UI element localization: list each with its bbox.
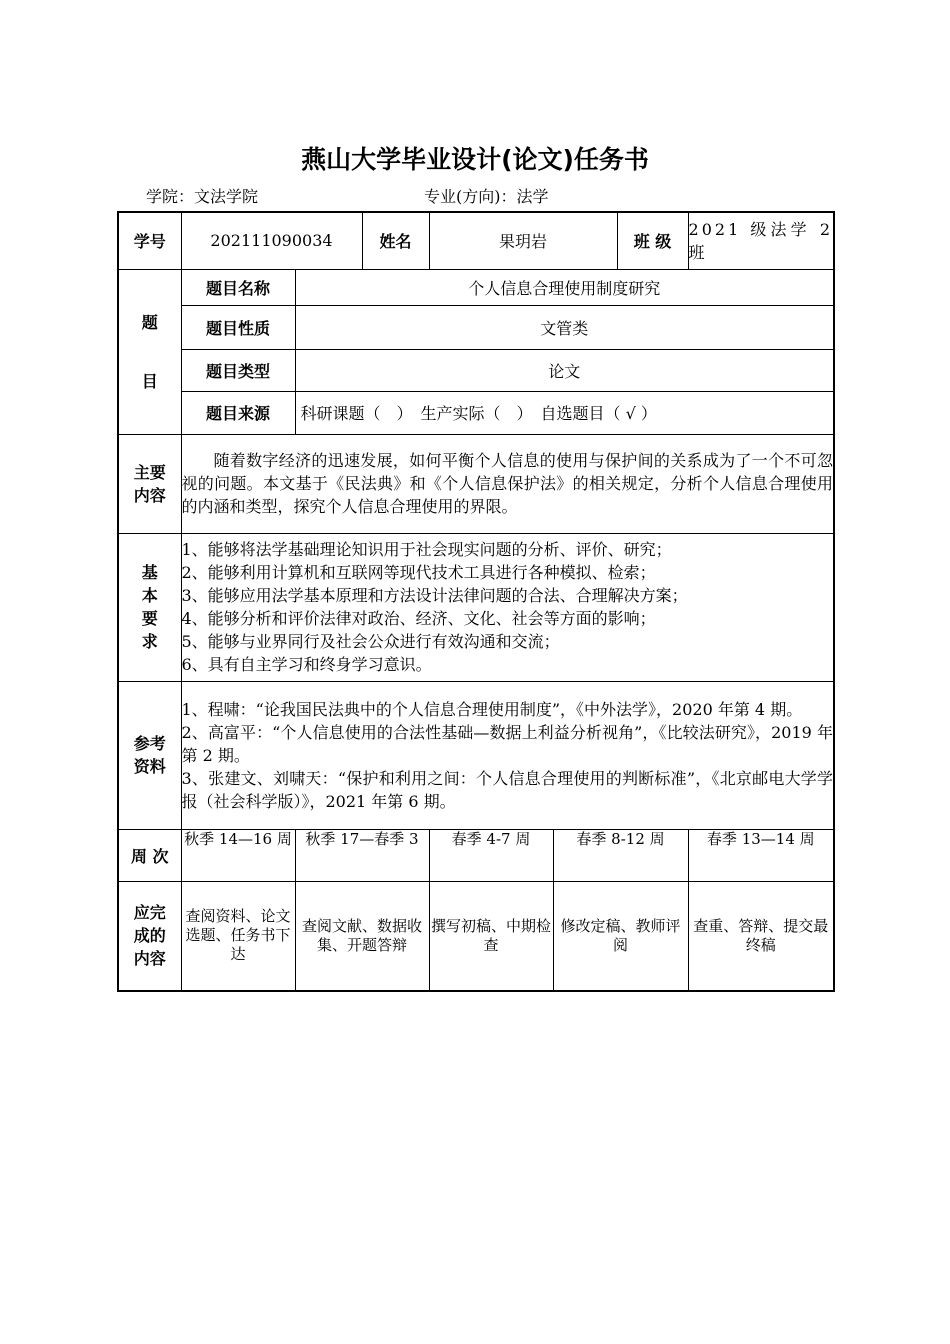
requirement-item: 6、具有自主学习和终身学习意识。: [181, 655, 432, 674]
week-cell: 秋季 17—春季 3: [295, 829, 429, 881]
topic-source-row: [118, 391, 834, 434]
topic-type-label: 题目类型: [181, 349, 295, 391]
topic-section-label-1: 题: [141, 312, 158, 332]
student-name-value: 果玥岩: [429, 212, 617, 269]
week-cell: 春季 8-12 周: [553, 829, 688, 881]
reference-item: 1、程啸：“论我国民法典中的个人信息合理使用制度”，《中外法学》，2020 年第 4 期。: [181, 699, 803, 719]
topic-section-label-2: 目: [141, 371, 158, 391]
task-cell: 查重、答辩、提交最终稿: [688, 881, 834, 991]
reference-item: 2、高富平：“个人信息使用的合法性基础—数据上利益分析视角”，《比较法研究》，2019 年第 2 期。: [181, 722, 834, 765]
student-row: [118, 212, 834, 269]
requirements-label-char: 要: [141, 609, 158, 628]
topic-name-label: 题目名称: [181, 269, 295, 305]
class-label: 班 级: [617, 212, 688, 269]
references-label-1: 参考: [133, 734, 166, 753]
tasks-label: [118, 881, 181, 991]
requirements-list: [181, 533, 834, 681]
task-cell: 修改定稿、教师评阅: [553, 881, 688, 991]
topic-nature-value: 文管类: [295, 305, 834, 349]
topic-source-value: 科研课题（ ） 生产实际（ ） 自选题目（ √ ）: [295, 391, 834, 434]
task-cell: 查阅文献、数据收集、开题答辩: [295, 881, 429, 991]
main-content-label: [118, 434, 181, 533]
requirements-label-char: 求: [141, 632, 158, 651]
student-id-label: 学号: [118, 212, 181, 269]
topic-name-value: 个人信息合理使用制度研究: [295, 269, 834, 305]
requirement-item: 4、能够分析和评价法律对政治、经济、文化、社会等方面的影响；: [181, 609, 656, 628]
task-cell: 查阅资料、论文选题、任务书下达: [181, 881, 295, 991]
requirements-label-char: 本: [141, 586, 158, 605]
major-field: 专业(方向)：法学: [424, 187, 549, 206]
week-cell: 春季 4-7 周: [429, 829, 553, 881]
week-label: 周 次: [118, 829, 181, 881]
schedule-tasks-row: [118, 881, 834, 991]
references-label: [118, 681, 181, 829]
main-content-label-2: 内容: [133, 485, 166, 505]
topic-type-value: 论文: [295, 349, 834, 391]
requirements-label-char: 基: [141, 563, 158, 582]
requirement-item: 3、能够应用法学基本原理和方法设计法律问题的合法、合理解决方案；: [181, 586, 688, 605]
document-title: 燕山大学毕业设计(论文)任务书: [301, 145, 649, 174]
topic-source-label: 题目来源: [181, 391, 295, 434]
class-value: 2021 级法学 2 班: [688, 212, 834, 269]
main-content-text: 随着数字经济的迅速发展，如何平衡个人信息的使用与保护间的关系成为了一个不可忽视的问题。本文基于《民法典》和《个人信息保护法》的相关规定，分析个人信息合理使用的内涵和类型，探究个人信息合理使用的界限。: [181, 434, 834, 533]
reference-item: 3、张建文、刘啸天：“保护和利用之间：个人信息合理使用的判断标准”，《北京邮电大学学报（社会科学版）》，2021 年第 6 期。: [181, 768, 834, 811]
tasks-label-2: 成的: [133, 926, 166, 946]
topic-nature-label: 题目性质: [181, 305, 295, 349]
topic-type-row: [118, 349, 834, 391]
task-table: [117, 211, 835, 992]
tasks-label-3: 内容: [133, 949, 166, 969]
topic-section-label: [118, 269, 181, 434]
week-cell: 春季 13—14 周: [688, 829, 834, 881]
student-id-value: 202111090034: [181, 212, 362, 269]
main-content-row: [118, 434, 834, 533]
college-field: 学院：文法学院: [146, 187, 259, 206]
requirement-item: 1、能够将法学基础理论知识用于社会现实问题的分析、评价、研究；: [181, 540, 672, 559]
requirement-item: 2、能够利用计算机和互联网等现代技术工具进行各种模拟、检索；: [181, 563, 656, 582]
requirements-label: [118, 533, 181, 681]
references-label-2: 资料: [133, 757, 166, 776]
topic-nature-row: [118, 305, 834, 349]
schedule-weeks-row: [118, 829, 834, 881]
task-cell: 撰写初稿、中期检查: [429, 881, 553, 991]
student-name-label: 姓名: [362, 212, 429, 269]
requirement-item: 5、能够与业界同行及社会公众进行有效沟通和交流；: [181, 632, 560, 651]
references-row: [118, 681, 834, 829]
topic-name-row: [118, 269, 834, 305]
main-content-label-1: 主要: [133, 462, 166, 482]
references-list: [181, 681, 834, 829]
week-cell: 秋季 14—16 周: [181, 829, 295, 881]
requirements-row: [118, 533, 834, 681]
tasks-label-1: 应完: [133, 903, 166, 923]
